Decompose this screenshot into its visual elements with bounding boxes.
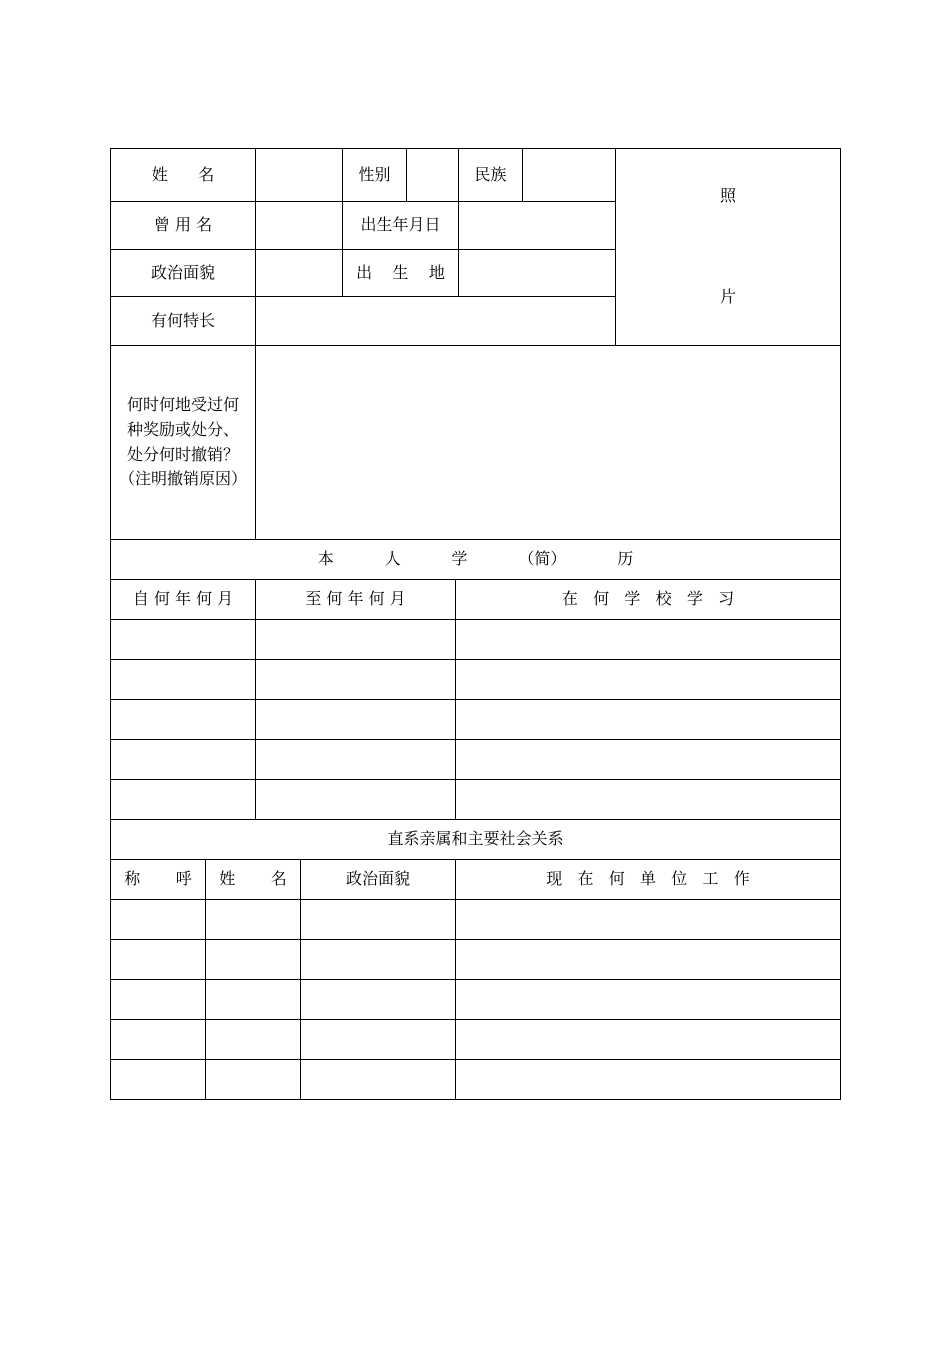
education-header-school: 在 何 学 校 学 习 (561, 589, 735, 609)
education-to-cell[interactable] (256, 660, 455, 699)
family-political-cell[interactable] (301, 1060, 455, 1099)
education-school-cell[interactable] (456, 660, 840, 699)
rule (840, 148, 841, 1100)
family-employer-cell[interactable] (456, 980, 840, 1019)
former-name-field[interactable] (256, 202, 342, 249)
family-employer-cell[interactable] (456, 1060, 840, 1099)
family-name-cell[interactable] (206, 1020, 300, 1059)
family-political-cell[interactable] (301, 900, 455, 939)
birthplace-field[interactable] (459, 250, 615, 296)
name-label: 姓 名 (151, 164, 215, 184)
photo-label-top: 照 (719, 185, 736, 205)
awards-label-line: （注明撤销原因） (118, 469, 247, 489)
specialty-label: 有何特长 (150, 310, 215, 330)
family-header-name: 姓 名 (219, 869, 287, 889)
education-to-cell[interactable] (256, 780, 455, 819)
photo-box[interactable] (616, 149, 840, 345)
family-relation-cell[interactable] (111, 1060, 205, 1099)
education-school-cell[interactable] (456, 700, 840, 739)
birthplace-label: 出 生 地 (356, 262, 445, 282)
education-school-cell[interactable] (456, 780, 840, 819)
awards-label-line: 何时何地受过何 (126, 394, 239, 414)
education-header-from: 自 何 年 何 月 (132, 589, 234, 609)
family-employer-cell[interactable] (456, 900, 840, 939)
education-school-cell[interactable] (456, 740, 840, 779)
education-to-cell[interactable] (256, 620, 455, 659)
gender-label: 性别 (358, 164, 391, 184)
family-name-cell[interactable] (206, 1060, 300, 1099)
ethnicity-label: 民族 (474, 164, 507, 184)
ethnicity-field[interactable] (523, 149, 615, 201)
family-name-cell[interactable] (206, 900, 300, 939)
specialty-field[interactable] (256, 297, 615, 345)
family-name-cell[interactable] (206, 940, 300, 979)
political-status-label: 政治面貌 (150, 262, 215, 282)
former-name-label: 曾 用 名 (153, 215, 213, 235)
family-header-employer: 现 在 何 单 位 工 作 (546, 869, 750, 889)
birth-date-field[interactable] (459, 202, 615, 249)
family-relation-cell[interactable] (111, 940, 205, 979)
education-header-to: 至 何 年 何 月 (305, 589, 406, 609)
education-from-cell[interactable] (111, 700, 255, 739)
education-from-cell[interactable] (111, 660, 255, 699)
education-from-cell[interactable] (111, 780, 255, 819)
awards-label-line: 处分何时撤销？ (126, 444, 239, 464)
education-title: 本 人 学 （简） 历 (317, 549, 634, 569)
education-from-cell[interactable] (111, 740, 255, 779)
family-header-relation: 称 呼 (124, 869, 192, 889)
family-political-cell[interactable] (301, 1020, 455, 1059)
family-political-cell[interactable] (301, 940, 455, 979)
education-school-cell[interactable] (456, 620, 840, 659)
family-political-cell[interactable] (301, 980, 455, 1019)
family-title: 直系亲属和主要社会关系 (387, 829, 564, 849)
name-field[interactable] (256, 149, 342, 201)
photo-label-bottom: 片 (719, 286, 736, 306)
family-employer-cell[interactable] (456, 1020, 840, 1059)
family-relation-cell[interactable] (111, 980, 205, 1019)
political-status-field[interactable] (256, 250, 342, 296)
awards-field[interactable] (256, 346, 840, 539)
awards-label-line: 种奖励或处分、 (126, 419, 239, 439)
education-to-cell[interactable] (256, 700, 455, 739)
family-header-political: 政治面貌 (345, 869, 410, 889)
rule (110, 1099, 841, 1100)
family-employer-cell[interactable] (456, 940, 840, 979)
family-name-cell[interactable] (206, 980, 300, 1019)
education-to-cell[interactable] (256, 740, 455, 779)
family-relation-cell[interactable] (111, 1020, 205, 1059)
awards-label (111, 346, 255, 539)
birth-date-label: 出生年月日 (360, 215, 441, 235)
gender-field[interactable] (407, 149, 458, 201)
education-from-cell[interactable] (111, 620, 255, 659)
family-relation-cell[interactable] (111, 900, 205, 939)
